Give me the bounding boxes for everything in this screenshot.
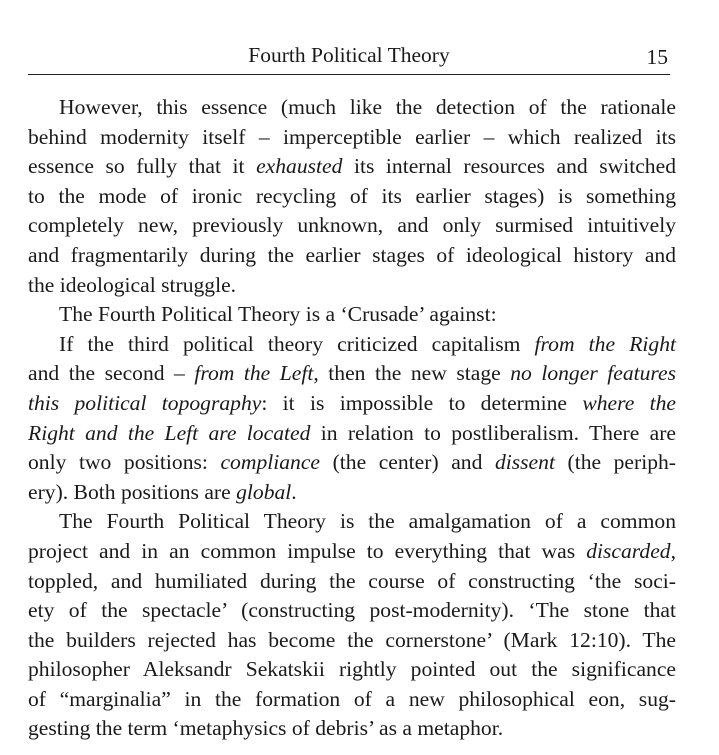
text-segment: and the second – — [28, 361, 195, 386]
text-segment: completely new, previously unknown, and only surmised intuitively — [28, 213, 676, 238]
text-segment: only two positions: — [28, 450, 221, 475]
text-line — [28, 211, 676, 241]
text-line — [28, 123, 676, 153]
text-line — [28, 478, 676, 508]
italic-text: from the Right — [534, 331, 676, 356]
body-text — [28, 93, 676, 744]
text-line — [28, 330, 676, 360]
italic-text: compliance — [220, 450, 321, 475]
text-line — [28, 626, 676, 656]
text-segment: the ideological struggle. — [28, 272, 237, 297]
text-segment: project and in an common impulse to everything that was — [28, 538, 587, 563]
italic-text: from the Left — [194, 361, 314, 386]
text-segment: , — [670, 538, 676, 563]
text-line — [28, 93, 676, 123]
text-line — [28, 714, 676, 744]
page-number: 15 — [646, 45, 668, 69]
text-line — [28, 507, 676, 537]
italic-text: Right and the Left are located — [28, 420, 311, 445]
italic-text: no longer features — [510, 361, 676, 386]
text-segment: ety of the spectacle’ (constructing post-modernity). ‘The stone that — [28, 598, 676, 623]
italic-text: this political topography — [28, 390, 262, 415]
text-line — [28, 241, 676, 271]
text-line — [28, 300, 676, 330]
text-segment: The Fourth Political Theory is a ‘Crusade’ against: — [59, 302, 497, 327]
text-segment: ery). Both positions are — [28, 479, 237, 504]
text-segment: to the mode of ironic recycling of its earlier stages) is something — [28, 183, 676, 208]
italic-text: dissent — [494, 450, 555, 475]
text-segment: (the center) and — [320, 450, 495, 475]
text-segment: , then the new stage — [313, 361, 511, 386]
text-segment: essence so fully that it — [28, 154, 257, 179]
text-line — [28, 567, 676, 597]
text-segment: . — [291, 479, 297, 504]
text-line — [28, 271, 676, 301]
text-segment: in relation to postliberalism. There are — [310, 420, 676, 445]
running-header — [28, 40, 670, 75]
text-line — [28, 596, 676, 626]
text-segment: However, this essence (much like the detection of the rationale — [59, 95, 676, 119]
text-segment: philosopher Aleksandr Sekatskii rightly pointed out the significance — [28, 657, 676, 682]
text-segment: gesting the term ‘metaphysics of debris’ as a metaphor. — [28, 716, 504, 741]
text-segment: If the third political theory criticized capitalism — [59, 331, 535, 356]
text-line — [28, 389, 676, 419]
text-segment: and fragmentarily during the earlier stages of ideological history and — [28, 242, 676, 267]
text-line — [28, 419, 676, 449]
text-line — [28, 537, 676, 567]
text-segment: behind modernity itself – imperceptible earlier – which realized its — [28, 124, 676, 149]
italic-text: discarded — [586, 538, 671, 563]
running-title: Fourth Political Theory — [248, 43, 450, 67]
text-line — [28, 685, 676, 715]
text-segment: toppled, and humiliated during the course of constructing ‘the soci- — [28, 568, 676, 593]
italic-text: where the — [582, 390, 676, 415]
text-segment: its internal resources and switched — [342, 154, 676, 179]
text-line — [28, 448, 676, 478]
text-segment: The Fourth Political Theory is the amalgamation of a common — [59, 509, 676, 534]
text-segment: the builders rejected has become the cornerstone’ (Mark 12:10). The — [28, 627, 676, 652]
text-line — [28, 182, 676, 212]
italic-text: global — [236, 479, 292, 504]
text-segment: (the periph- — [554, 450, 676, 475]
text-segment: of “marginalia” in the formation of a new philosophical eon, sug- — [28, 686, 676, 711]
text-line — [28, 359, 676, 389]
text-segment: : it is impossible to determine — [261, 390, 583, 415]
italic-text: exhausted — [256, 154, 343, 179]
text-line — [28, 152, 676, 182]
text-line — [28, 655, 676, 685]
